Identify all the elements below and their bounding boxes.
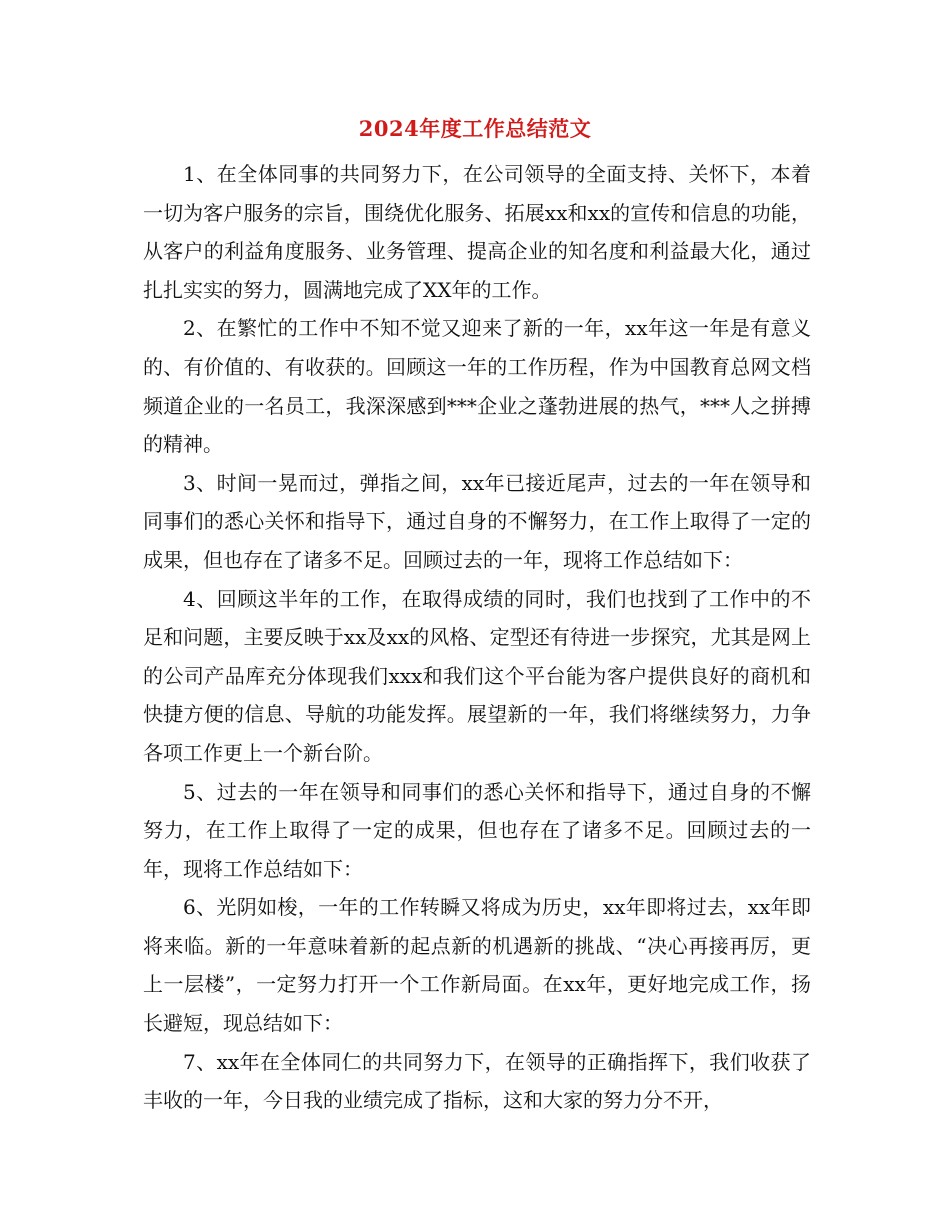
- paragraph-5: 5、过去的一年在领导和同事们的悉心关怀和指导下，通过自身的不懈努力，在工作上取得了一定的成果，但也存在了诸多不足。回顾过去的一年，现将工作总结如下：: [143, 779, 811, 881]
- paragraph-2: 2、在繁忙的工作中不知不觉又迎来了新的一年，xx年这一年是有意义的、有价值的、有收获的。回顾这一年的工作历程，作为中国教育总网文档频道企业的一名员工，我深深感到***企业之蓬勃进展的热气，***人之拼搏的精神。: [143, 316, 811, 457]
- document-title: 2024年度工作总结范文: [358, 116, 592, 141]
- paragraph-4: 4、回顾这半年的工作，在取得成绩的同时，我们也找到了工作中的不足和问题，主要反映于xx及xx的风格、定型还有待进一步探究，尤其是网上的公司产品库充分体现我们xxx和我们这个平台能为客户提供良好的商机和快捷方便的信息、导航的功能发挥。展望新的一年，我们将继续努力，力争各项工作更上一个新台阶。: [143, 586, 811, 765]
- paragraph-1: 1、在全体同事的共同努力下，在公司领导的全面支持、关怀下，本着一切为客户服务的宗旨，围绕优化服务、拓展xx和xx的宣传和信息的功能，从客户的利益角度服务、业务管理、提高企业的知名度和利益最大化，通过扎扎实实的努力，圆满地完成了XX年的工作。: [143, 162, 811, 302]
- paragraph-6: 6、光阴如梭，一年的工作转瞬又将成为历史，xx年即将过去，xx年即将来临。新的一年意味着新的起点新的机遇新的挑战、“决心再接再厉，更上一层楼”，一定努力打开一个工作新局面。在xx年，更好地完成工作，扬长避短，现总结如下：: [143, 895, 811, 1036]
- paragraph-7: 7、xx年在全体同仁的共同努力下，在领导的正确指挥下，我们收获了丰收的一年，今日我的业绩完成了指标，这和大家的努力分不开，: [143, 1049, 811, 1113]
- document-body: [143, 155, 811, 1120]
- paragraph-3: 3、时间一晃而过，弹指之间，xx年已接近尾声，过去的一年在领导和同事们的悉心关怀和指导下，通过自身的不懈努力，在工作上取得了一定的成果，但也存在了诸多不足。回顾过去的一年，现将工作总结如下：: [143, 470, 811, 572]
